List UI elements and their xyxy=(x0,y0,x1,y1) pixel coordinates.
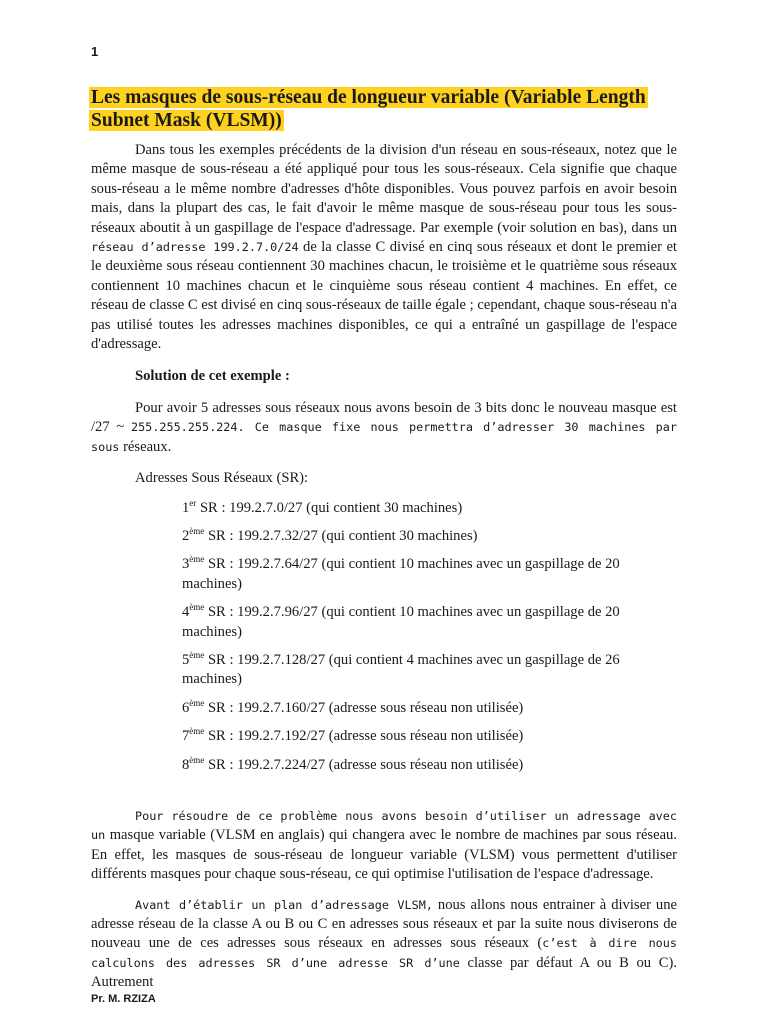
subnet-item: 5ème SR : 199.2.7.128/27 (qui contient 4 machines avec un gaspillage de 26 machines) xyxy=(182,650,620,688)
title-highlight: Les masques de sous-réseau de longueur variable (Variable Length Subnet Mask (VLSM)) xyxy=(91,87,646,131)
intro-mono-text: réseau d’adresse 199.2.7.0/24 xyxy=(91,240,299,255)
solution-heading: Solution de cet exemple : xyxy=(135,368,290,385)
intro-text-1: Dans tous les exemples précédents de la division d'un réseau en sous-réseaux, notez que le même masque de sous-réseau a été appliqué pour tous les sous-réseaux. Cela signifie que chaque sous-réseau a le même nombre d'adresses d'hôte disponibles. Vous pouvez parfois en avoir besoin mais, dans la plupart des cas, le fait d'avoir le même masque de sous-réseau pour tous les sous-réseaux aboutit à un gaspillage de l'espace d'adressage. Par exemple (voir solution en bas), dans un xyxy=(91,142,677,236)
vlsm-mono-text: Pour résoudre de ce problème nous avons besoin d’utiliser un adressage avec un xyxy=(91,808,677,843)
page-footer-author: Pr. M. RZIZA xyxy=(91,993,156,1005)
plan-mono-text-2: c’est à dire nous calculons des adresses SR d’une adresse SR d’une xyxy=(91,936,677,970)
plan-text-1: nous allons nous entrainer à diviser une adresse réseau de la classe A ou B ou C en adresses sous réseaux et par la suite nous diviserons de nouveau une de ces adresses sous réseaux en adresses sous réseaux ( xyxy=(91,896,677,952)
vlsm-paragraph xyxy=(91,807,677,885)
solution-paragraph xyxy=(91,399,677,457)
subnet-list-heading: Adresses Sous Réseaux (SR): xyxy=(135,470,309,487)
plan-mono-text-1: Avant d’établir un plan d’adressage VLSM, xyxy=(135,897,433,912)
subnet-item: 7ème SR : 199.2.7.192/27 (adresse sous réseau non utilisée) xyxy=(182,726,524,745)
solution-text-2: réseaux. xyxy=(119,438,172,455)
subnet-item: 2ème SR : 199.2.7.32/27 (qui contient 30 machines) xyxy=(182,526,478,544)
solution-text-1: Pour avoir 5 adresses sous réseaux nous avons besoin de 3 bits donc le nouveau masque est /27 ~ xyxy=(91,399,677,436)
intro-paragraph xyxy=(91,141,677,354)
solution-mono-text: 255.255.255.224. Ce masque fixe nous permettra d’adresser 30 machines par sous xyxy=(91,420,677,454)
subnet-item: 6ème SR : 199.2.7.160/27 (adresse sous réseau non utilisée) xyxy=(182,697,524,716)
document-title xyxy=(89,86,689,132)
document-body xyxy=(91,141,677,993)
plan-text-2: classe par défaut A ou B ou C). Autrement xyxy=(91,954,677,991)
plan-paragraph xyxy=(91,896,677,993)
page-number: 1 xyxy=(91,44,99,59)
intro-text-2: de la classe C divisé en cinq sous réseaux et dont le premier et le deuxième sous réseau contiennent 30 machines chacun, le troisième et le quatrième sous réseaux contiennent 10 machines chacun et le cinquième sous réseau contient 4 machines. En effet, ce réseau de classe C est divisé en cinq sous-réseaux de taille égale ; cependant, chaque sous-réseau n'a pas utilisé toutes les adresses machines disponibles, ce qui a entraîné un gaspillage de l'espace d'adressage. xyxy=(91,239,677,353)
subnet-item: 3ème SR : 199.2.7.64/27 (qui contient 10 machines avec un gaspillage de 20 machines) xyxy=(182,554,620,592)
subnet-list xyxy=(91,499,677,775)
subnet-item: 4ème SR : 199.2.7.96/27 (qui contient 10 machines avec un gaspillage de 20 machines) xyxy=(182,602,620,640)
subnet-item: 8ème SR : 199.2.7.224/27 (adresse sous réseau non utilisée) xyxy=(182,754,524,773)
subnet-item: 1er SR : 199.2.7.0/27 (qui contient 30 machines) xyxy=(182,497,463,516)
vlsm-text: masque variable (VLSM en anglais) qui changera avec le nombre de machines par sous réseau. En effet, les masques de sous-réseau de longueur variable (VLSM) vous permettent d'utiliser différents masques pour chaque sous-réseau, ce qui optimise l'utilisation de l'espace d'adressage. xyxy=(91,827,677,883)
